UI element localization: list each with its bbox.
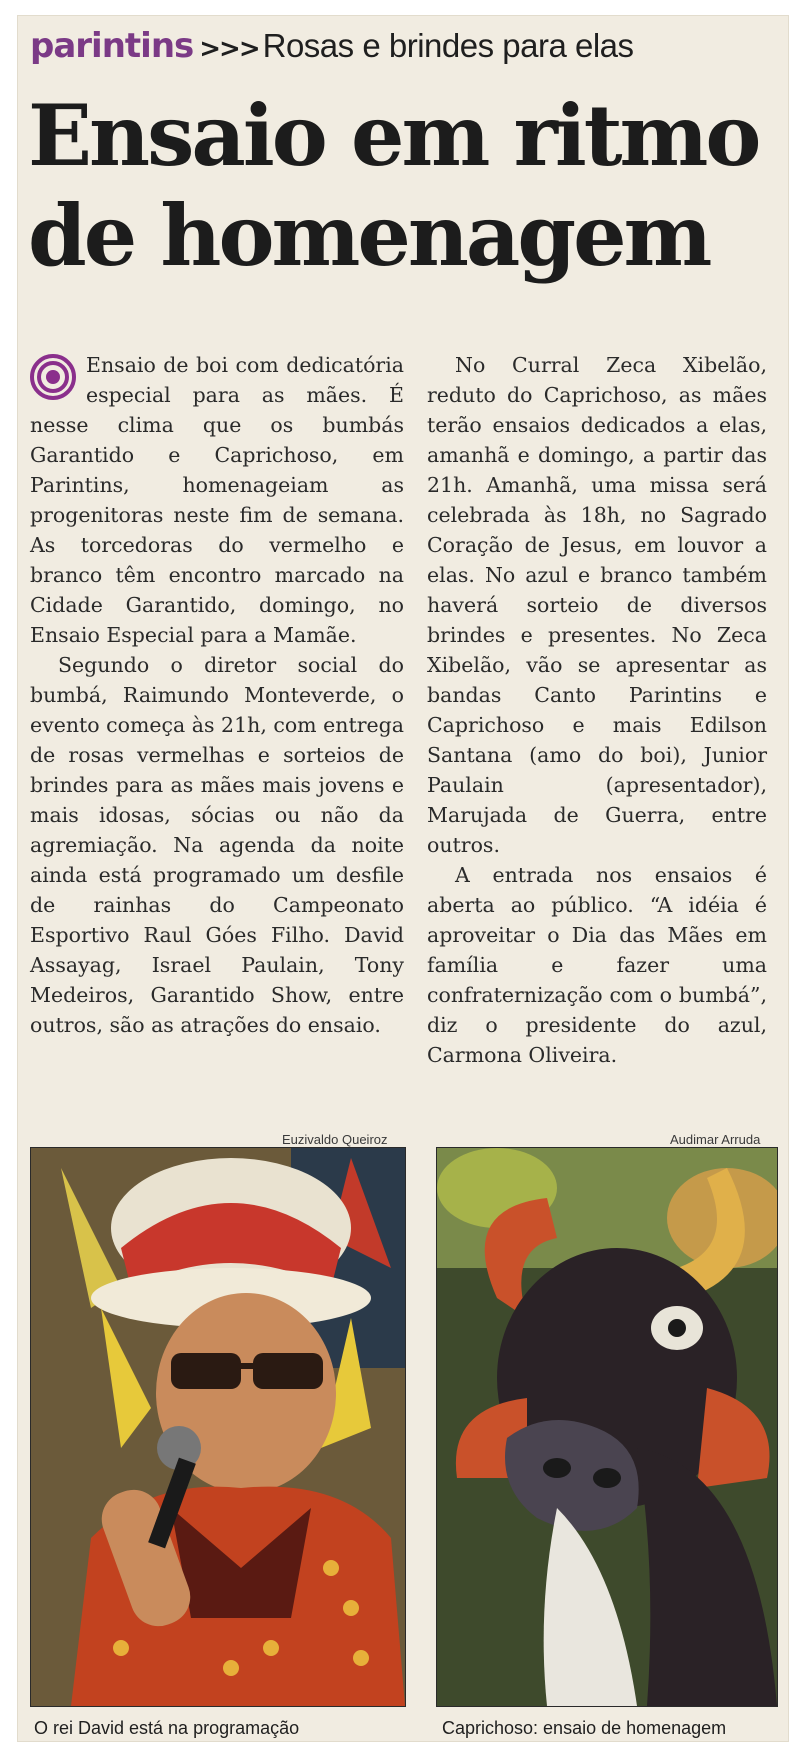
bull-photo: [436, 1147, 778, 1707]
singer-photo: [30, 1147, 406, 1707]
article-paragraph: Segundo o diretor social do bumbá, Raimundo Monteverde, o evento começa às 21h, com entrega de rosas vermelhas e sorteios de brindes para as mães mais jovens e mais idosas, sócias ou não da agremiação. Na agenda da noite ainda está programado um desfile de rainhas do Campeonato Esportivo Raul Góes Filho. David Assayag, Israel Paulain, Tony Medeiros, Garantido Show, entre outros, são as atrações do ensaio.: [30, 653, 404, 1037]
headline-line-2: de homenagem: [28, 186, 710, 285]
headline: [28, 86, 768, 286]
target-bullet-icon: [30, 354, 76, 400]
kicker-arrows: >>>: [199, 34, 259, 64]
section-label: parintins: [30, 26, 194, 66]
article-paragraph: Ensaio de boi com dedicatória especial para as mães. É nesse clima que os bumbás Garantido e Caprichoso, em Parintins, homenageiam as progenitoras neste fim de semana. As torcedoras do vermelho e branco têm encontro marcado na Cidade Garantido, domingo, no Ensaio Especial para a Mamãe.: [30, 353, 404, 647]
article-paragraph: No Curral Zeca Xibelão, reduto do Caprichoso, as mães terão ensaios dedicados a elas, amanhã e domingo, a partir das 21h. Amanhã, uma missa será celebrada às 18h, no Sagrado Coração de Jesus, em louvor a elas. No azul e branco também haverá sorteio de diversos brindes e presentes. No Zeca Xibelão, vão se apresentar as bandas Canto Parintins e Caprichoso e mais Edilson Santana (amo do boi), Junior Paulain (apresentador), Marujada de Guerra, entre outros.: [427, 353, 767, 857]
photo-caption: O rei David está na programação: [34, 1718, 300, 1738]
article-column-left: [30, 350, 404, 1040]
article-paragraph: A entrada nos ensaios é aberta ao público. “A idéia é aproveitar o Dia das Mães em família e fazer uma confraternização com o bumbá”, diz o presidente do azul, Carmona Oliveira.: [427, 863, 767, 1067]
kicker-line: [30, 26, 634, 72]
photo-caption: Caprichoso: ensaio de homenagem: [442, 1718, 727, 1738]
photo-credit: Euzivaldo Queiroz: [282, 1132, 388, 1147]
kicker-subtitle: Rosas e brindes para elas: [262, 27, 634, 64]
photo-credit: Audimar Arruda: [670, 1132, 761, 1147]
headline-line-1: Ensaio em ritmo: [28, 86, 759, 185]
article-column-right: [427, 350, 767, 1070]
